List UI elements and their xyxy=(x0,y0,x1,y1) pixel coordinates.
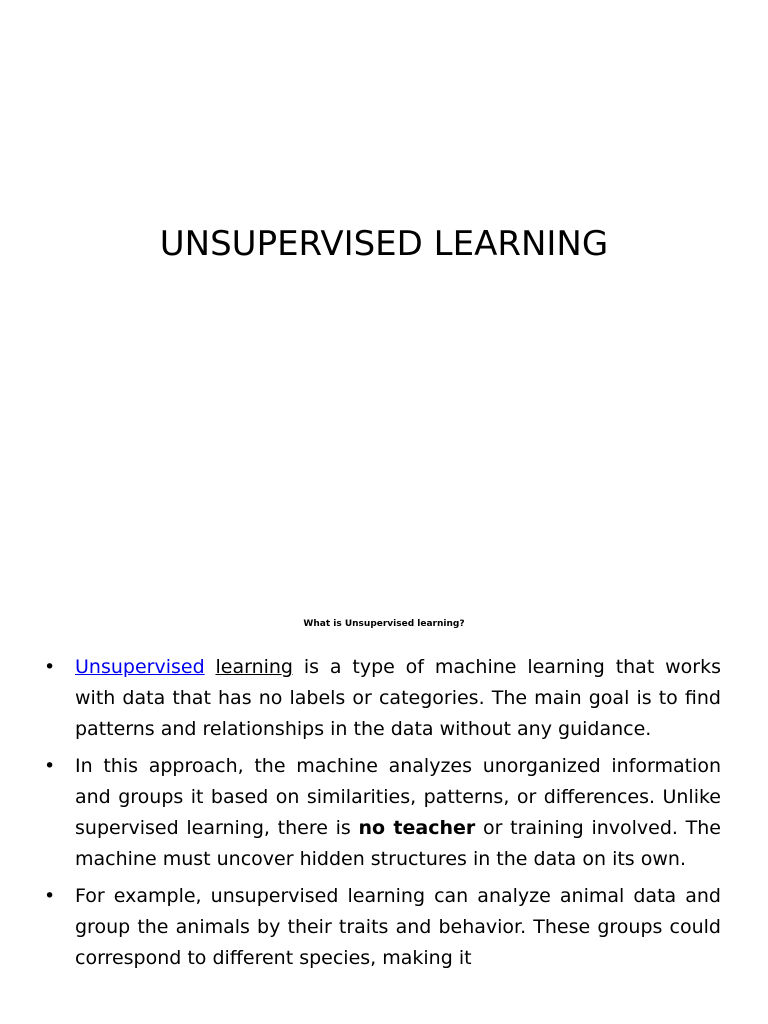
list-item xyxy=(0,881,768,974)
bullet-body: For example, unsupervised learning can analyze animal data and group the animals by their traits and behavior. These groups could correspond to different species, making it xyxy=(75,885,721,969)
bullet-text xyxy=(75,652,721,745)
bullet-body: In this approach, the machine analyzes unorganized information and groups it based on similarities, patterns, or differences. Unlike supervised learning, there is xyxy=(75,755,721,839)
bullet-body-continued: or training involved. The machine must uncover hidden structures in the data on its own. xyxy=(75,817,721,870)
bullet-body: is a type of machine learning that works with data that has no labels or categories. The main goal is to find patterns and relationships in the data without any guidance. xyxy=(75,656,722,740)
emphasis-text: no teacher xyxy=(358,817,476,839)
section-subtitle: What is Unsupervised learning? xyxy=(303,619,465,629)
bullet-icon: • xyxy=(44,656,56,678)
learning-link[interactable]: learning xyxy=(215,656,293,678)
bullet-icon: • xyxy=(44,755,56,777)
bullet-icon: • xyxy=(44,885,56,907)
bullet-list xyxy=(0,652,768,980)
bullet-text xyxy=(75,751,721,875)
list-item xyxy=(0,652,768,745)
bullet-text xyxy=(75,881,721,974)
page-title: UNSUPERVISED LEARNING xyxy=(159,224,609,264)
list-item xyxy=(0,751,768,875)
unsupervised-link[interactable]: Unsupervised xyxy=(75,656,205,678)
